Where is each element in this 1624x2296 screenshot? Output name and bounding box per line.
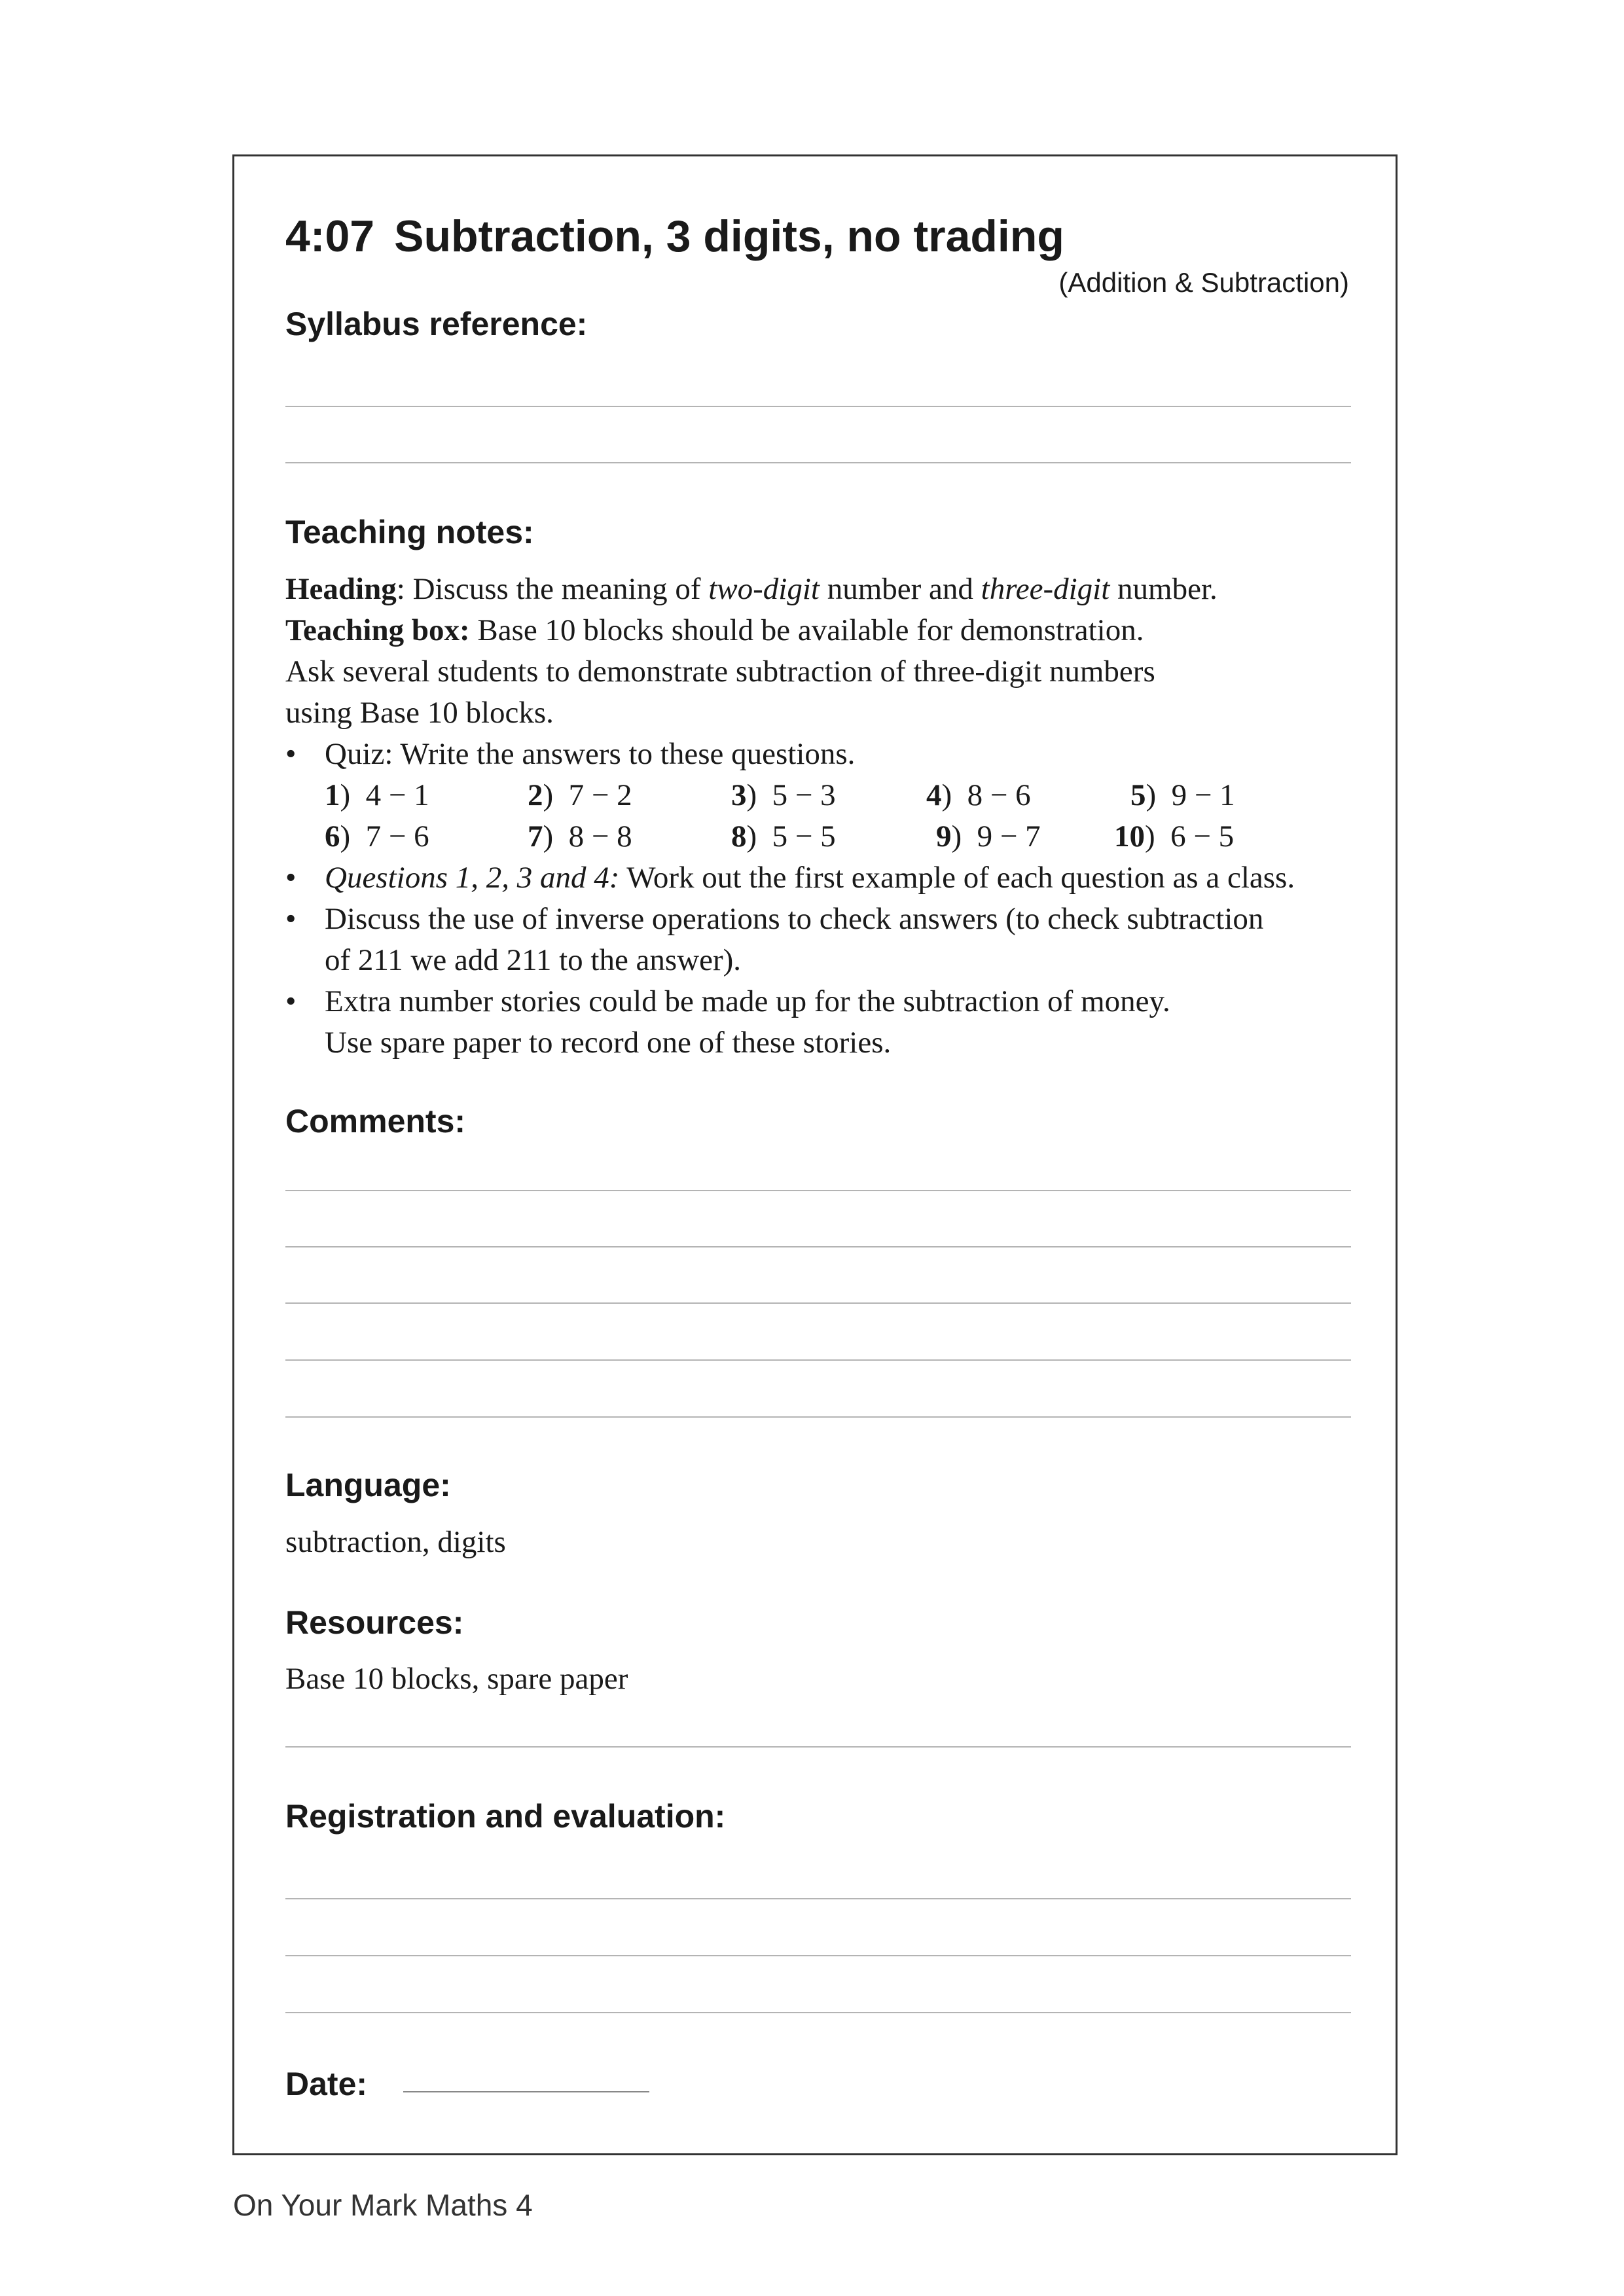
comments-line[interactable] <box>285 1359 1351 1361</box>
heading-note-em-2: three-digit <box>981 572 1110 606</box>
comments-line[interactable] <box>285 1246 1351 1247</box>
comments-line[interactable] <box>285 1416 1351 1418</box>
heading-note-text-2: number and <box>819 572 981 606</box>
quiz-text: Quiz: Write the answers to these questions. <box>325 737 856 771</box>
inverse-text-1: Discuss the use of inverse operations to check answers (to check subtraction <box>325 902 1264 936</box>
comments-line[interactable] <box>285 1302 1351 1304</box>
quiz-question: 9) 9 − 7 <box>936 819 1041 853</box>
resources-heading: Resources: <box>285 1604 464 1641</box>
quiz-question: 3) 5 − 3 <box>731 778 836 812</box>
resources-line[interactable] <box>285 1746 1351 1748</box>
questions-bullet <box>285 857 1295 899</box>
heading-note-label: Heading <box>285 572 397 606</box>
page-title <box>285 211 1064 262</box>
quiz-question: 10) 6 − 5 <box>1114 819 1235 853</box>
date-label: Date: <box>285 2066 368 2102</box>
stories-text-1: Extra number stories could be made up for the subtraction of money. <box>325 984 1170 1018</box>
resources-text: Base 10 blocks, spare paper <box>285 1662 628 1696</box>
quiz-question: 1) 4 − 1 <box>325 778 429 812</box>
footer-text: On Your Mark Maths 4 <box>233 2188 533 2222</box>
inverse-text-2: of 211 we add 211 to the answer). <box>325 943 742 977</box>
stories-bullet <box>285 981 1170 1022</box>
teaching-box-note <box>285 610 1144 651</box>
ask-line-2: using Base 10 blocks. <box>285 696 554 730</box>
teaching-box-label: Teaching box: <box>285 613 470 647</box>
registration-line[interactable] <box>285 2012 1351 2013</box>
bullet-icon: • <box>285 861 297 895</box>
quiz-question: 2) 7 − 2 <box>528 778 632 812</box>
registration-line[interactable] <box>285 1955 1351 1956</box>
quiz-question: 7) 8 − 8 <box>528 819 632 853</box>
quiz-question: 5) 9 − 1 <box>1130 778 1235 812</box>
teaching-notes-heading: Teaching notes: <box>285 514 534 550</box>
quiz-question: 8) 5 − 5 <box>731 819 836 853</box>
bullet-icon: • <box>285 902 297 936</box>
page-frame <box>232 154 1398 2155</box>
questions-text: Work out the first example of each question as a class. <box>619 861 1295 895</box>
heading-note-text-1: : Discuss the meaning of <box>396 572 709 606</box>
lesson-title: Subtraction, 3 digits, no trading <box>394 211 1064 261</box>
strand-label: (Addition & Subtraction) <box>1058 267 1349 298</box>
language-heading: Language: <box>285 1467 451 1503</box>
heading-note-em-1: two-digit <box>708 572 820 606</box>
date-field[interactable] <box>403 2091 649 2092</box>
syllabus-line-2[interactable] <box>285 462 1351 463</box>
registration-heading: Registration and evaluation: <box>285 1798 726 1835</box>
quiz-question: 6) 7 − 6 <box>325 819 429 853</box>
comments-heading: Comments: <box>285 1103 466 1139</box>
heading-note <box>285 569 1218 610</box>
registration-line[interactable] <box>285 1898 1351 1899</box>
stories-text-2: Use spare paper to record one of these stories. <box>325 1026 892 1060</box>
inverse-bullet <box>285 899 1263 940</box>
bullet-icon: • <box>285 737 297 771</box>
heading-note-text-3: number. <box>1110 572 1218 606</box>
quiz-bullet <box>285 734 855 775</box>
ask-line-1: Ask several students to demonstrate subtraction of three-digit numbers <box>285 655 1155 689</box>
comments-line[interactable] <box>285 1190 1351 1191</box>
language-text: subtraction, digits <box>285 1525 506 1559</box>
lesson-number: 4:07 <box>285 211 375 261</box>
bullet-icon: • <box>285 984 297 1018</box>
syllabus-heading: Syllabus reference: <box>285 306 588 342</box>
teaching-box-text: Base 10 blocks should be available for demonstration. <box>469 613 1144 647</box>
syllabus-line-1[interactable] <box>285 406 1351 407</box>
questions-em: Questions 1, 2, 3 and 4: <box>325 861 620 895</box>
quiz-question: 4) 8 − 6 <box>926 778 1031 812</box>
